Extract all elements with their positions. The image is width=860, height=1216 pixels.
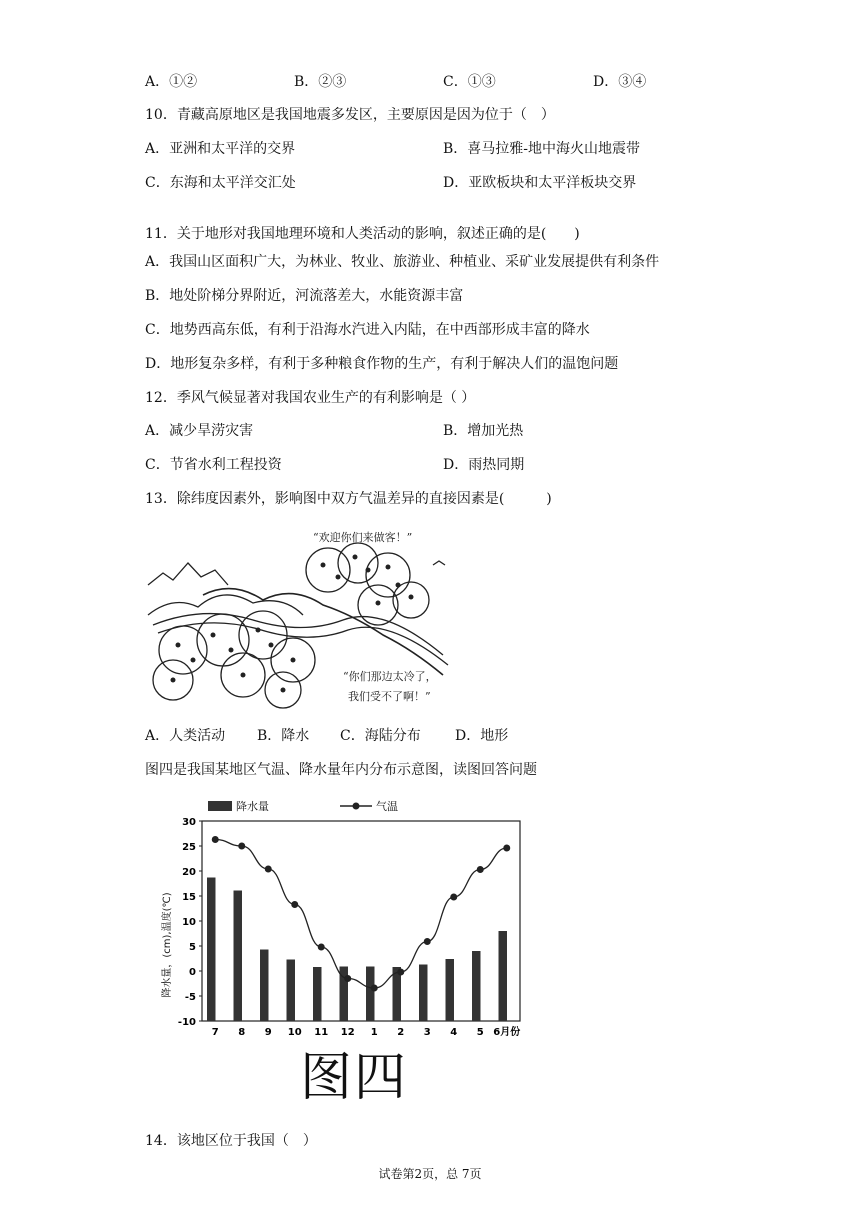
y-tick-label: -5 — [184, 992, 196, 1003]
chart-intro: 图四是我国某地区气温、降水量年内分布示意图，读图回答问题 — [145, 762, 537, 778]
x-tick-label: 3 — [423, 1027, 431, 1038]
x-tick-label: 9 — [264, 1027, 272, 1038]
precipitation-bar — [260, 950, 268, 1022]
x-tick-label: 10 — [287, 1027, 302, 1038]
q9-option-d: D．③④ — [593, 74, 647, 90]
temperature-point — [503, 845, 510, 852]
legend-line-marker — [353, 803, 360, 810]
y-tick-label: 10 — [182, 917, 196, 928]
x-tick-label: 1 — [370, 1027, 378, 1038]
temperature-point — [477, 866, 484, 873]
y-tick-label: 30 — [182, 817, 196, 828]
q9-option-b: B．②③ — [294, 74, 347, 90]
temperature-point — [397, 969, 404, 976]
temperature-point — [344, 975, 351, 982]
temperature-point — [238, 843, 245, 850]
temperature-point — [212, 836, 219, 843]
legend-precip-label: 降水量 — [236, 800, 269, 813]
q13-option-c: C．海陆分布 — [340, 728, 421, 744]
q13-option-d: D．地形 — [455, 728, 509, 744]
precipitation-bar — [419, 965, 427, 1022]
page-footer: 试卷第2页，总 7页 — [378, 1167, 482, 1181]
q11-option-d: D．地形复杂多样，有利于多种粮食作物的生产，有利于解决人们的温饱问题 — [145, 356, 619, 372]
y-tick-label: 20 — [182, 867, 196, 878]
q13-option-b: B．降水 — [257, 728, 310, 744]
q9-option-a: A．①② — [145, 74, 198, 90]
y-tick-label: -10 — [177, 1017, 196, 1028]
q10-option-d: D．亚欧板块和太平洋板块交界 — [443, 175, 637, 191]
x-tick-label: 11 — [314, 1027, 329, 1038]
q11-stem: 11．关于地形对我国地理环境和人类活动的影响，叙述正确的是( ) — [145, 226, 580, 242]
q12-option-d: D．雨热同期 — [443, 457, 525, 473]
precipitation-bar — [313, 967, 321, 1021]
temperature-point — [424, 938, 431, 945]
x-tick-label: 7 — [211, 1027, 219, 1038]
x-tick-label: 6月份 — [493, 1027, 521, 1038]
q13-stem: 13．除纬度因素外，影响图中双方气温差异的直接因素是( ) — [145, 491, 552, 507]
q10-option-c: C．东海和太平洋交汇处 — [145, 175, 296, 191]
speech-bubble-bottom-line2: 我们受不了啊！” — [348, 690, 431, 703]
x-tick-label: 2 — [397, 1027, 405, 1038]
temperature-point — [318, 944, 325, 951]
x-tick-label: 12 — [340, 1027, 355, 1038]
y-tick-label: 25 — [182, 842, 196, 853]
y-tick-label: 5 — [189, 942, 196, 953]
x-tick-label: 8 — [238, 1027, 246, 1038]
temperature-point — [450, 894, 457, 901]
temperature-point — [291, 901, 298, 908]
climate-chart — [150, 795, 550, 1045]
q12-option-b: B．增加光热 — [443, 423, 524, 439]
q12-option-c: C．节省水利工程投资 — [145, 457, 282, 473]
q14-stem: 14．该地区位于我国（ ） — [145, 1133, 317, 1149]
q10-stem: 10．青藏高原地区是我国地震多发区，主要原因是因为位于（ ） — [145, 107, 555, 123]
legend-temp-label: 气温 — [376, 800, 398, 813]
legend-bar-swatch — [208, 801, 232, 811]
q12-option-a: A．减少旱涝灾害 — [145, 423, 254, 439]
temperature-line — [215, 840, 507, 989]
q9-option-c: C．①③ — [443, 74, 496, 90]
precipitation-bar — [472, 951, 480, 1021]
speech-bubble-top: “欢迎你们来做客！” — [313, 531, 413, 544]
speech-bubble-bottom-line1: “你们那边太冷了， — [343, 670, 437, 683]
x-tick-label: 4 — [450, 1027, 458, 1038]
q10-option-a: A．亚洲和太平洋的交界 — [145, 141, 296, 157]
y-axis-label: 降水量，(cm),温度(℃) — [162, 892, 173, 998]
y-tick-label: 0 — [189, 967, 196, 978]
precipitation-bar — [499, 931, 507, 1021]
q11-option-c: C．地势西高东低，有利于沿海水汽进入内陆，在中西部形成丰富的降水 — [145, 322, 590, 338]
q11-option-a: A．我国山区面积广大，为林业、牧业、旅游业、种植业、采矿业发展提供有利条件 — [145, 254, 660, 270]
precipitation-bar — [207, 878, 215, 1022]
temperature-point — [265, 866, 272, 873]
temperature-point — [371, 985, 378, 992]
q10-option-b: B．喜马拉雅-地中海火山地震带 — [443, 141, 641, 157]
figure-caption: 图四 — [300, 1048, 409, 1108]
y-tick-label: 15 — [182, 892, 196, 903]
precipitation-bar — [366, 967, 374, 1022]
mountain-illustration — [143, 525, 463, 715]
q13-option-a: A．人类活动 — [145, 728, 226, 744]
q12-stem: 12．季风气候显著对我国农业生产的有利影响是（ ） — [145, 390, 476, 406]
precipitation-bar — [287, 960, 295, 1022]
precipitation-bar — [446, 959, 454, 1021]
precipitation-bar — [234, 891, 242, 1022]
x-tick-label: 5 — [476, 1027, 484, 1038]
q11-option-b: B．地处阶梯分界附近，河流落差大，水能资源丰富 — [145, 288, 464, 304]
